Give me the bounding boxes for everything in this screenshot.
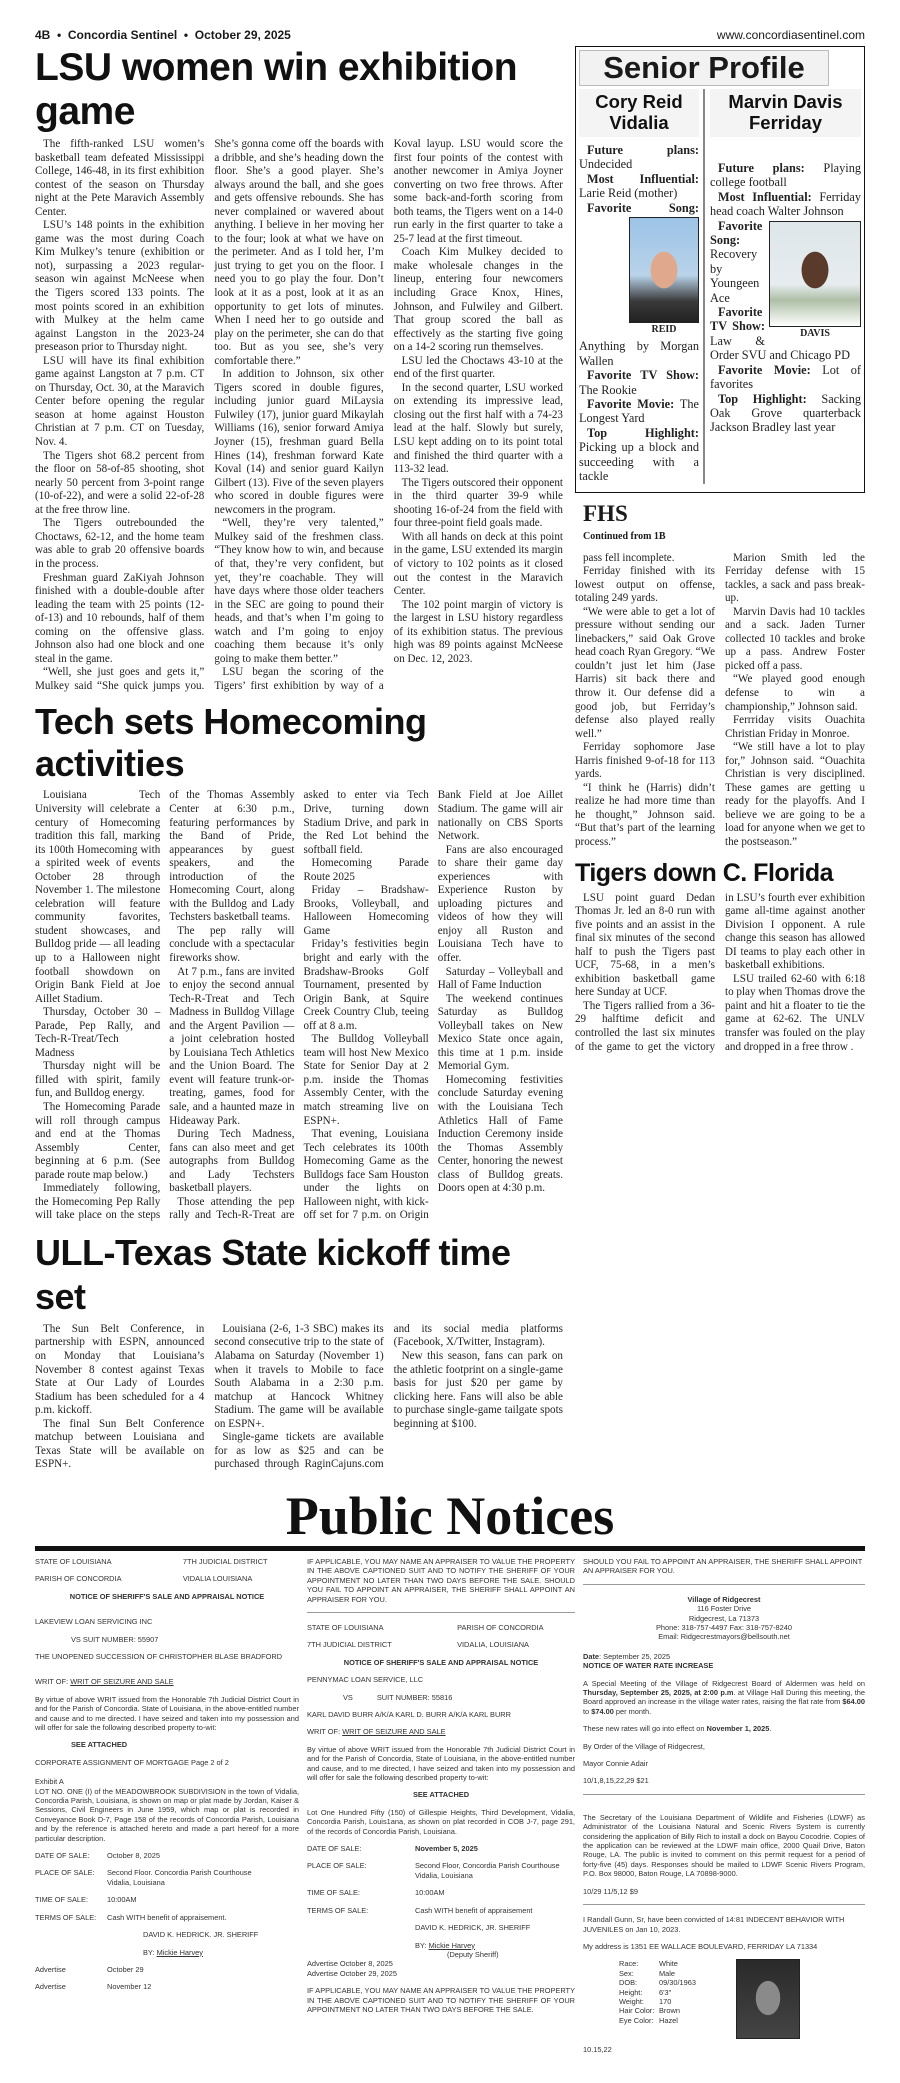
article-paragraph: Saturday – Volleyball and Hall of Fame Induction [437,965,563,992]
photo-caption: DAVIS [800,327,830,339]
notice-text: $64.00 [842,1697,865,1707]
player-name: Cory Reid [595,91,683,112]
sale-detail-row [307,1844,575,1853]
field-value: Recovery by Youngeen Ace [710,247,760,305]
separator: • [57,28,62,42]
article-paragraph: The Tigers rallied from a 36-29 halftime deficit and controlled the last six minutes of the game to get the victory in LSU’s fourth ever exhibition game all-time against another Division I opponent. A rule change this season has allowed DI teams to play each other in basketball exhibitions. [575,891,865,1053]
profile-field [579,397,699,426]
field-label: Most Influential: [718,189,812,204]
sheriff-signature: DAVID K. HEDRICK, JR. SHERIFF [415,1923,531,1933]
notices-columns [35,1557,865,2063]
article-body-tech-homecoming [35,789,563,1223]
detail-value: November 5, 2025 [415,1844,478,1854]
run-dates: 10/29 11/5,12 $9 [583,1886,638,1896]
field-value: Anything by Morgan Wallen [579,339,699,368]
field-label: Future plans: [587,143,699,157]
separator: • [183,28,189,42]
school-name: Vidalia [609,112,669,133]
detail-label: Sex: [619,1968,634,1978]
detail-label: Weight: [619,1996,644,2006]
notice-text: By virtue of above WRIT issued from the Honorable 7th Judicial District Court in and for the Parish of Concordia. State of Louisiana, in the above-entitled number and cause and to me directed. I have seized and taken into my possession and will offer for sale the following described property to-wit: [35,1694,299,1732]
article-paragraph: Single-game tickets are available for as low as $25 and can be purchased through RaginCajuns.com and its social media platforms (Facebook, X/Twitter, Instagram). [214,1322,563,1471]
detail-label: Eye Color: [619,2015,654,2025]
article-paragraph: In addition to Johnson, six other Tigers scored in double figures, including junior guard MiLaysia Fulwiley (17), junior guard Mikaylah Williams (16), senior forward Amiya Joyner (15), freshman guard Bella Hines (14), freshman forward Kate Koval (14) and senior guard Kailyn Gilbert (13). Five of the seven players who scored in double figures were newcomers in the program. [214,368,384,516]
notice-text: STATE OF LOUISIANA [35,1556,112,1566]
profile-name [710,89,861,137]
article-paragraph: The Tigers shot 68.2 percent from the floor on 58-of-85 shooting, shot nearly 50 percent from 3-point range (10-of-22), and were a solid 22-of-28 at the free throw line. [35,449,205,516]
detail-label: Advertise [35,1964,66,1974]
article-paragraph: “Well, they’re very talented,” Mulkey said of the freshmen class. “They know how to win, and because of that, they’re very confident, but yet, they’re coachable. They will have days where those older teachers in the SEC are going to pound their heads, and that’s when I’m going to watch and I’m going to enjoy coaching them because it’s only going to make them better.” [214,517,384,665]
article-paragraph: Freshman guard ZaKiyah Johnson finished with a double-double after leading the team with 25 points (12-of-13) and 10 rebounds, half of them coming on the offensive glass. Johnson also had one block and one steal in the game. [35,571,205,665]
notice-header-row [35,1574,299,1583]
article-paragraph: Immediately following, the Homecoming Pep Rally will take place on the steps of the Thomas Assembly Center at 6:30 p.m., featuring performances by the Band of Pride, appearances by guest speakers, and the introduction of the Homecoming Court, along with the Bulldog and Lady Techsters basketball teams. [35,789,295,1222]
notice-title: NOTICE OF SHERIFF'S SALE AND APPRAISAL NOTICE [343,1657,539,1667]
notice-sheriff-sale-pennymac [307,1557,575,2022]
school-name: Ferriday [748,112,822,133]
detail-label: Hair Color: [619,2006,655,2016]
notice-text: November 1, 2025 [706,1724,770,1734]
notice-text: WRIT OF SEIZURE AND SALE [342,1727,446,1737]
notice-text: . at Village Hall During this meeting, the Board approved an increase in the village water rates, raising the flat rate from [583,1688,865,1707]
article-paragraph: LSU’s 148 points in the exhibition game was the most during Coach Kim Mulkey’s tenure (exhibition or not), surpassing a 2023 regular-season win against McNeese when the Tigers scored 133 points. The most points scored in an exhibition with Mulkey at the helm came against Langston in the 2023-24 preseason prior to Thursday night. [35,219,205,354]
article-paragraph: Homecoming Parade Route 2025 [303,857,429,883]
jump-line: Continued from 1B [583,530,666,542]
article-paragraph: LSU led the Choctaws 43-10 at the end of the first quarter. [393,354,563,381]
article-paragraph: The Tigers outrebounded the Choctaws, 62-12, and the home team was able to grab 20 offensive boards in the process. [35,517,205,570]
field-label: Favorite TV Show: [587,368,699,383]
notice-text: VIDALIA LOUISIANA [182,1574,253,1584]
detail-label: PLACE OF SALE: [307,1861,367,1871]
notice-text: KARL DAVID BURR A/K/A KARL D. BURR A/K/A KARL BURR [307,1710,511,1719]
detail-value: Brown [659,2006,680,2016]
field-label: Favorite Song: [710,218,763,248]
advertise-row [35,1965,299,1974]
detail-value: Cash WITH benefit of appraisement [415,1905,533,1915]
article-paragraph: LSU trailed 62-60 with 6:18 to play when Thomas drove the paint and hit a floater to tie the game at 62-62. The UNLV transfer was fouled on the play and dropped in a free throw . [725,972,865,1053]
notice-header-row [35,1557,299,1566]
detail-value: October 29 [107,1964,144,1974]
detail-label: TIME OF SALE: [307,1888,360,1898]
news-area [35,46,865,1480]
senior-profile-box [575,46,865,493]
article-paragraph: LSU began the scoring of the Tigers’ first exhibition by way of a Koval layup. LSU would score the first four points of the contest with another newcomer in Amiya Joyner converting on two free throws. After some back-and-forth scoring from both teams, the Tigers went on a 14-0 run early in the first quarter to take a 25-7 lead at the first timeout. [214,138,563,692]
sale-detail-row [35,1851,299,1860]
divider [583,1794,865,1795]
article-body-tigers-ucf [575,892,865,1055]
detail-value: 6'3" [659,1987,672,1997]
article-paragraph: The 102 point margin of victory is the largest in LSU history regardless of its exhibition status. The previous high was 89 points against McNeese on Dec. 12, 2023. [393,598,563,665]
notice-text: (Deputy Sheriff) [447,1949,499,1959]
notice-header-row [307,1623,575,1632]
article-paragraph: “We played good enough defense to win a championship,” Johnson said. [725,673,865,713]
article-paragraph: At 7 p.m., fans are invited to enjoy the second annual Tech-R-Treat and Tech Madness in Bulldog Village and the Argent Pavilion — a joint celebration hosted by Louisiana Tech Athletics and the Union Board. The event will feature trunk-or-treating, games, food for sale, and a haunted maze in Hideaway Park. [169,965,295,1127]
field-label: Future plans: [718,161,805,175]
sale-detail-row [307,1906,575,1915]
article-paragraph: The pep rally will conclude with a spectacular fireworks show. [169,924,295,964]
detail-label: DOB: [619,1978,638,1988]
article-paragraph: The fifth-ranked LSU women’s basketball team defeated Mississippi College, 146-48, in its first exhibition contest of the season on Thursday night at the Pete Maravich Assembly Center. [35,138,205,218]
notice-text: PARISH OF CONCORDIA [457,1622,544,1632]
profile-field [710,363,861,392]
field-value: The Longest Yard [579,397,699,426]
detail-value: Hazel [659,2015,678,2025]
notice-text: STATE OF LOUISIANA [307,1622,384,1632]
notice-text: BY: [415,1940,427,1950]
notice-text: VS [343,1692,353,1702]
detail-label: Race: [619,1959,639,1969]
detail-value-line: Vidalia, Louisiana [107,1877,165,1887]
photo-reid-wrap [629,217,699,337]
detail-value: November 12 [107,1982,152,1992]
article-paragraph: Louisiana Tech University will celebrate a century of Homecoming tradition this fall, marking its 100th Homecoming with a spirited week of events October 28 through November 1. The milestone celebration will feature community favorites, student showcases, and Bulldog pride — all leading up to a Halloween night football showdown on Origin Bank Field at Joe Aillet Stadium. [35,789,161,1005]
field-value: Law & Order SVU and Chicago PD [710,333,851,363]
notice-text: 7TH JUDICIAL DISTRICT [182,1556,268,1566]
field-label: Top Highlight: [718,391,807,406]
notice-text: By Order of the Village of Ridgecrest, [583,1741,705,1751]
notice-text: WRIT OF: [307,1727,341,1737]
field-value: The Rookie [579,382,637,397]
detail-row [619,2006,696,2015]
notice-text: By virtue of above WRIT issued from the Honorable 7th Judicial District Court in and for the Parish of Concordia, State of Louisiana, in the above-entitled number and cause, and to me directed, I have seized and taken into my possession and will offer for sale the following described property to-wit: [307,1744,575,1783]
detail-row [619,1959,696,1968]
appraiser-notice: IF APPLICABLE, YOU MAY NAME AN APPRAISER TO VALUE THE PROPERTY IN THE ABOVE CAPTIONED SUIT AND TO NOTIFY THE SHERIFF OF YOUR APPOINTMENT NO LATER THAN TWO DAYS BEFORE THE SALE. [307,1986,575,2014]
article-paragraph: Coach Kim Mulkey decided to make wholesale changes in the lineup, entering four newcomers including Grace Knox, Hines, Johnson, and Fulwiley and Gilbert. That group scored the ball as effectively as the starting five going on a 14-2 scoring run themselves. [393,246,563,354]
offender-detail-list [619,1959,696,2039]
notice-text: SUIT NUMBER: 55816 [376,1692,453,1702]
effective-date [583,1724,865,1733]
player-photo [629,217,699,323]
headline-ull-texas-state: ULL-Texas State kickoff time set [35,1231,511,1317]
profile-field [579,172,699,201]
ridgecrest-letterhead [583,1595,865,1642]
offender-photo [736,1959,800,2039]
website-url: www.concordiasentinel.com [716,28,865,42]
field-label: Most Influential: [587,171,699,186]
water-rate-body [583,1679,865,1717]
notice-date [583,1652,865,1661]
profile-field [710,392,861,435]
headline-tech-homecoming: Tech sets Homecoming activities [35,701,427,785]
article-paragraph: Marion Smith led the Ferriday defense with 15 tackles, a sack and pass break-up. [725,551,865,605]
offender-statement: I Randall Gunn, Sr, have been convicted of 14:81 INDECENT BEHAVIOR WITH JUVENILES on Jan 10, 2023. [583,1915,845,1934]
detail-value [415,1861,560,1880]
field-value: Lot of favorites [710,362,861,392]
field-label: Favorite TV Show: [710,305,765,334]
appraiser-notice: IF APPLICABLE, YOU MAY NAME AN APPRAISER TO VALUE THE PROPERTY IN THE ABOVE CAPTIONED SUIT AND TO NOTIFY THE SHERIFF OF YOUR APPOINTMENT NO LATER THAN TWO DAYS BEFORE THE SALE. SHOULD YOU FAIL TO APPOINT AN APPRAISER, THE SHERIFF SHALL APPOINT AN APPRAISER FOR YOU. [307,1556,575,1604]
article-paragraph: Homecoming festivities conclude Saturday evening with the Louisiana Tech Athletics Hall of Fame Induction Ceremony inside the Thomas Assembly Center, honoring the newest class of Bulldog greats. Doors open at 4:30 p.m. [437,1073,563,1195]
public-notices-heading: Public Notices [285,1485,615,1546]
notice-text: Mayor Connie Adair [583,1759,648,1769]
photo-davis-wrap [769,221,861,341]
article-paragraph: Marvin Davis had 10 tackles and a sack. Jaden Turner collected 10 tackles and broke up a pass. Andrew Foster picked off a pass. [725,605,865,672]
suit-line [307,1693,575,1702]
sheriff-signature: DAVID K. HEDRICK. JR. SHERIFF [143,1930,259,1940]
advertise-line: Advertise October 8, 2025 [307,1959,393,1969]
article-paragraph: New this season, fans can park on the athletic footprint on a single-game basis for just $20 per game by clicking here. Fans will also be able to purchase single-game tailgate spots beginning at $100. [393,1350,563,1430]
article-paragraph: The Tigers outscored their opponent in the third quarter 39-9 while shooting 16-of-24 from the field with four three-point field goals made. [393,476,563,530]
notice-text: $74.00 [591,1706,614,1716]
notice-writ [307,1727,575,1736]
article-paragraph: Ferrriday visits Ouachita Christian Friday in Monroe. [725,714,865,740]
notice-text: Date [583,1651,600,1661]
notice-text: CORPORATE ASSIGNMENT OF MORTGAGE Page 2 of 2 [35,1757,229,1767]
detail-value: October 8, 2025 [107,1851,161,1861]
detail-value: Male [659,1968,676,1978]
notice-text: SEE ATTACHED [71,1740,128,1750]
field-label: Favorite Song: [587,200,699,215]
divider [583,1584,865,1585]
article-body-fhs [575,552,865,850]
detail-value-line: Second Floor, Concordia Parish Courthouse [415,1861,560,1871]
notice-text: to [583,1706,592,1716]
offender-details [583,1959,865,2039]
detail-value: 10:00AM [415,1888,445,1898]
page-folio [35,28,291,42]
article-paragraph: The Bulldog Volleyball team will host New Mexico State for Senior Day at 2 p.m. inside the Thomas Assembly Center, with the match streaming live on ESPN+. [303,1033,429,1127]
divider [307,1612,575,1613]
offender-address: My address is 1351 EE WALLACE BOULEVARD, FERRIDAY LA 71334 [583,1941,818,1951]
notice-text: PARISH OF CONCORDIA [35,1574,122,1584]
detail-value: Cash WITH benefit of appraisement. [107,1912,227,1922]
article-paragraph: The Sun Belt Conference, in partnership with ESPN, announced on Monday that Louisiana’s November 8 contest against Texas State at Our Lady of Lourdes Stadium has been scheduled for a 4 p.m. kickoff. [35,1322,205,1417]
detail-value [107,1868,252,1887]
article-paragraph: Ferriday sophomore Jase Harris finished 9-of-18 for 113 yards. [575,741,715,781]
section-number: 4B [35,28,51,42]
issue-date: October 29, 2025 [194,28,291,42]
article-paragraph: During Tech Madness, fans can also meet and get autographs from Bulldog and Lady Techsters basketball players. [169,1128,295,1195]
article-paragraph: With all hands on deck at this point in the game, LSU extended its margin of victory to 102 points as it closed out the contest in the Maravich Center. [393,530,563,598]
detail-value-line: Second Floor. Concordia Parish Courthouse [107,1868,252,1878]
article-paragraph: Those attending the pep rally and Tech-R-Treat are asked to enter via Tech Drive, turning down Stadium Drive, and park in the Red Lot behind the softball field. [169,789,429,1222]
email-address: Email: Ridgecrestmayors@bellsouth.net [658,1632,790,1642]
notice-text: 7TH JUDICIAL DISTRICT [307,1640,392,1650]
detail-label: TIME OF SALE: [35,1895,88,1905]
article-paragraph: “I think he (Harris) didn’t realize he had more time than he thought,” Johnson said. “But that’s part of the learning process.” [575,781,715,848]
detail-label: TERMS OF SALE: [35,1912,97,1922]
notice-text: LAKEVIEW LOAN SERVICING INC [35,1617,153,1627]
article-paragraph: Thursday, October 30 – Parade, Pep Rally, and Tech-R-Treat/Tech Madness [35,1006,161,1059]
article-paragraph: The final Sun Belt Conference matchup between Louisiana and Texas State will be available on ESPN+. [35,1417,205,1471]
article-paragraph: LSU point guard Dedan Thomas Jr. led an 8-0 run with five points and an assist in the final six minutes of the second half to push the Tigers past UCF, 75-68, in a men’s exhibition basketball game here Sunday at UCF. [575,891,715,999]
notice-text: THE UNOPENED SUCCESSION OF CHRISTOPHER BLASE BRADFORD [35,1651,283,1661]
notice-sheriff-sale-lakeview [35,1557,299,2000]
article-paragraph: Friday – Bradshaw-Brooks, Volleyball, and Halloween Homecoming Game [303,884,429,937]
detail-label: PLACE OF SALE: [35,1868,95,1878]
profile-marvin-davis [710,89,861,484]
notice-text: VS SUIT NUMBER: 55907 [71,1634,159,1644]
article-body-ull-texas-state [35,1323,563,1472]
detail-row [619,1988,696,1997]
field-label: Favorite Movie: [587,397,675,412]
article-paragraph: LSU will have its final exhibition game against Langston at 7 p.m. CT on Thursday, Oct. 30, at the Maravich Center before opening the regular season at home against Houston Christian at 7 p.m. CT on Tuesday, Nov. 4. [35,354,205,449]
player-photo [769,221,861,327]
field-value: Sacking Oak Grove quarterback Jackson Bradley last year [710,391,861,435]
field-value: Ferriday head coach Walter Johnson [710,189,861,219]
side-news-column [575,46,865,1062]
notice-text: SEE ATTACHED [412,1790,470,1800]
article-paragraph: Friday’s festivities begin bright and early with the Bradshaw-Brooks Golf Tournament, presented by Origin Bank, at Squire Creek Country Club, teeing off at 8 a.m. [303,938,429,1032]
notice-text: These new rates will go into effect on [583,1724,707,1734]
notice-text: WRIT OF: [35,1677,69,1687]
notice-text: WRIT OF SEIZURE AND SALE [70,1677,174,1687]
article-paragraph: In the second quarter, LSU worked on extending its impressive lead, closing out the first half with a 74-23 lead at the half. Slowly but surely, LSU kept adding on to its point total and finished the third quarter with a 113-32 lead. [393,381,563,476]
detail-value: 170 [659,1996,672,2006]
sale-detail-row [307,1888,575,1897]
advertise-line: Advertise October 29, 2025 [307,1968,397,1978]
notice-writ [35,1677,299,1686]
detail-label: Advertise [35,1982,66,1992]
senior-profile-title: Senior Profile [579,50,829,86]
profile-name [579,89,699,137]
address-line: 116 Foster Drive [696,1604,752,1614]
article-paragraph: pass fell incomplete. [583,551,675,564]
detail-label: DATE OF SALE: [35,1851,90,1861]
run-dates: 10/1,8,15,22,29 $21 [583,1776,649,1786]
article-paragraph: The Homecoming Parade will roll through campus and end at the Thomas Assembly Center, beginning at 6 p.m. (See parade route map below.) [35,1101,161,1181]
address-line: Ridgecrest, La 71373 [688,1613,760,1623]
article-paragraph: Louisiana (2-6, 1-3 SBC) makes its second consecutive trip to the state of Alabama on Saturday (November 1) when it travels to Mobile to face South Alabama in a 2:30 p.m. matchup at Hancock Whitney Stadium. The game will be available on ESPN+. [214,1322,384,1430]
article-paragraph: “We still have a lot to play for,” Johnson said. “Ouachita Christian is very disciplined. These games are getting u ready for the playoffs. And I believe we are going to be a load for anyone when we get to the postseason.” [725,741,865,848]
article-paragraph: Thursday night will be filled with spirit, family fun, and Bulldog energy. [35,1060,161,1100]
ldwf-notice: The Secretary of the Louisiana Department of Wildlife and Fisheries (LDWF) as Administrator of the Louisiana Natural and Scenic Rivers System is currently considering the application of Billy Rich to install a dock on Bayou Cocodrie. Copies of the application can be reviewed at the LDWF main office, 2000 Quail Drive, Baton Rouge, LA. The public is invited to comment on this permit request for a period of forty-five (45) days. Responses should be mailed to LDWF Scenic Rivers Program, P.O. Box 98000, Baton Rouge, LA 70898-9000. [583,1812,865,1879]
divider [583,1904,865,1905]
notice-text: A Special Meeting of the Village of Ridgecrest Board of Aldermen was held on [583,1678,865,1688]
field-value: Undecided [579,157,633,172]
notice-text: PENNYMAC LOAN SERVICE, LLC [307,1675,424,1685]
phone-fax: Phone: 318-757-4497 Fax: 318-757-8240 [655,1622,792,1632]
article-paragraph: The weekend continues Saturday as Bulldog Volleyball takes on New Mexico State once again, this time at 1 p.m. inside Memorial Gym. [437,992,563,1073]
notice-title: NOTICE OF SHERIFF'S SALE AND APPRAISAL NOTICE [69,1591,265,1601]
detail-row [619,1997,696,2006]
notice-title: NOTICE OF WATER RATE INCREASE [583,1661,714,1671]
signed-by [307,1941,575,1950]
profile-field [579,201,699,369]
field-value: Playing college football [710,161,861,190]
detail-row [619,1978,696,1987]
sale-detail-row [307,1861,575,1880]
detail-row [619,1969,696,1978]
detail-label: TERMS OF SALE: [307,1905,369,1915]
masthead [35,28,865,46]
article-paragraph: That evening, Louisiana Tech celebrates its 100th Homecoming Game as the Bulldogs face Sam Houston under the lights on Halloween night, with kick-off set for 7 p.m. on Origin Bank Field at Joe Aillet Stadium. The game will air nationally on CBS Sports Network. [303,789,563,1222]
notice-text: Mickie Harvey [156,1947,203,1957]
sale-detail-row [35,1913,299,1922]
detail-label: DATE OF SALE: [307,1844,362,1854]
profile-cory-reid [579,89,705,484]
sale-detail-row [35,1895,299,1904]
article-body-lsu-women [35,138,563,693]
paper-name: Concordia Sentinel [67,28,178,42]
photo-caption: REID [651,324,677,336]
notice-text: LOT NO. ONE (I) of the MEADOWBROOK SUBDIVISION in the town of Vidalia, Concordia Parish, Louisiana, is shown on map or plat made by Jordan, Kaiser & Sessions, Civil Engineers in June 1959, which map or plat is recorded in Conveyance Book D-7, Page 158 of the records of Concordia Parish, Louisiana and by the reference is attached hereto and made a part hereof for a more particular description. [35,1786,299,1843]
signed-by [35,1948,299,1957]
section-rule [35,1546,865,1551]
profile-field [579,368,699,397]
profile-columns [579,89,861,484]
appraiser-notice-continued: SHOULD YOU FAIL TO APPOINT AN APPRAISER, THE SHERIFF SHALL APPOINT AN APPRAISER FOR YOU. [583,1556,863,1576]
headline-tigers-ucf: Tigers down C. Florida [575,858,834,887]
profile-field [710,161,861,190]
notice-header-row [307,1640,575,1649]
headline-fhs: FHS [583,500,628,526]
field-label: Top Highlight: [587,425,699,440]
field-value: Larie Reid (mother) [579,186,678,201]
village-name: Village of Ridgecrest [687,1594,761,1604]
article-paragraph: “We were able to get a lot of pressure without sending our linebackers,” said Oak Grove head coach Ryan Gregory. “We couldn’t just let him (Jase Harris) sit back there and throw it. Our defense did a good job, but Ferriday’s defense also played really well.” [575,605,715,740]
field-label: Favorite Movie: [718,362,811,377]
article-paragraph: Fans are also encouraged to share their game day experiences with Experience Ruston by uploading pictures and videos of how they will enjoy all Ruston and Louisiana Tech have to offer. [437,843,563,964]
headline-lsu-women: LSU women win exhibition game [35,46,518,133]
main-news-column [35,46,563,1480]
notice-text: Lot One Hundred Fifty (150) of Gillespie Heights, Third Development, Vidalia, Concordia Parish, Louis1ana, as shown on plat recorded in COB J-7, page 291, of the records of Concordia Parish, Louisiana. [307,1807,575,1836]
notice-text: Mickie Harvey [428,1940,475,1950]
detail-value: 10:00AM [107,1895,137,1905]
detail-value: 09/30/1963 [659,1978,696,1988]
article-paragraph: Ferriday finished with its lowest output on offense, totaling 249 yards. [575,565,715,605]
sale-detail-row [35,1868,299,1887]
notices-column-3 [583,1557,865,2063]
advertise-row [35,1982,299,1991]
profile-field [710,190,861,219]
article-paragraph: “Well, she just goes and gets it,” Mulkey said “She quick jumps you. She’s gonna come off the boards with a dribble, and she’s heading down the floor. She’s a good player. She’s always around the ball, and she goes and gets offensive rebounds. She has never complained or wavered about anything. I believe in her moving her to the four; look at what we have on the perimeter. And as I told her, I’m just trying to get you on the floor. I need you to go play the four. Don’t look at it as a post, look at it as an opportunity to get lots of minutes. When I need her to go outside and play on the perimeter, she can do that too. But as you see, she’s very comfortable there.” [35,138,384,692]
notice-text: BY: [143,1947,155,1957]
player-name: Marvin Davis [728,91,843,112]
notice-text: per month. [613,1706,652,1716]
notice-text: Thursday, September 25, 2025, at 2:00 p.m [583,1688,734,1697]
detail-row [619,2016,696,2025]
profile-field [579,426,699,484]
run-dates: 10.15,22 [583,2045,612,2055]
field-value: Picking up a block and succeeding with a tackle [579,440,699,484]
detail-value: White [659,1959,678,1969]
notice-text: Exhibit A [35,1777,64,1787]
detail-value-line: Vidalia, Louisiana [415,1870,473,1880]
detail-label: Height: [619,1987,643,1997]
notice-text: VIDALIA, LOUISIANA [457,1640,529,1650]
profile-field [579,143,699,172]
notice-text: : September 25, 2025 [599,1651,671,1661]
notice-text: . [769,1724,772,1734]
